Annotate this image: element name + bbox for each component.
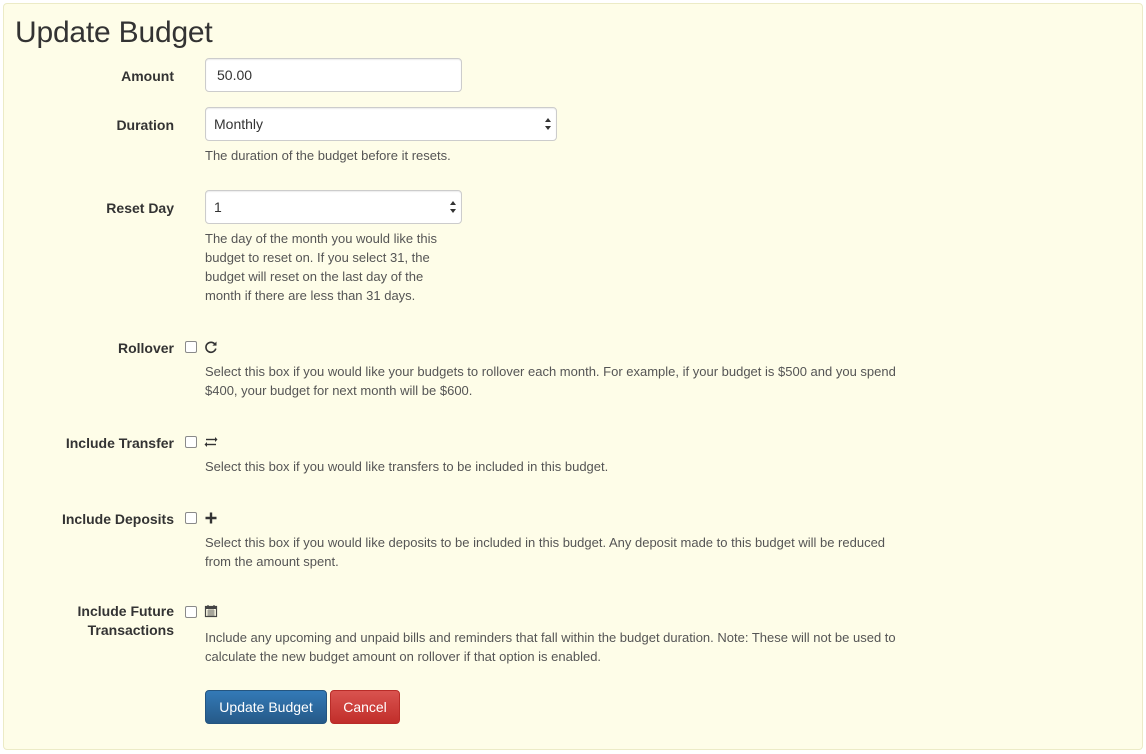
reset-day-help-line: budget will reset on the last day of the bbox=[205, 269, 424, 284]
include-deposits-help-line: from the amount spent. bbox=[205, 554, 339, 569]
amount-label: Amount bbox=[121, 68, 174, 84]
page-title: Update Budget bbox=[15, 16, 213, 49]
select-arrows-icon bbox=[544, 117, 552, 131]
reset-day-help-line: The day of the month you would like this bbox=[205, 231, 437, 246]
include-deposits-help bbox=[205, 533, 885, 571]
duration-help: The duration of the budget before it resets. bbox=[205, 148, 451, 163]
include-future-label bbox=[78, 602, 174, 640]
reset-day-help bbox=[205, 229, 437, 305]
reset-day-label: Reset Day bbox=[106, 200, 174, 216]
include-transfer-checkbox[interactable] bbox=[185, 436, 197, 448]
include-transfer-label: Include Transfer bbox=[65, 435, 174, 451]
duration-label: Duration bbox=[116, 117, 174, 133]
include-future-help-line: calculate the new budget amount on rollover if that option is enabled. bbox=[205, 649, 602, 664]
include-future-checkbox[interactable] bbox=[185, 606, 197, 618]
rollover-label: Rollover bbox=[117, 340, 174, 356]
rollover-help-line: $400, your budget for next month will be $600. bbox=[205, 383, 473, 398]
include-deposits-checkbox[interactable] bbox=[185, 512, 197, 524]
calendar-icon bbox=[204, 604, 218, 618]
rollover-checkbox[interactable] bbox=[185, 341, 197, 353]
update-budget-panel bbox=[3, 3, 1143, 750]
transfer-icon bbox=[204, 435, 218, 449]
include-future-label-line: Include Future bbox=[77, 603, 174, 619]
duration-selected-value: Monthly bbox=[214, 116, 264, 132]
duration-select[interactable] bbox=[205, 107, 557, 141]
include-future-help-line: Include any upcoming and unpaid bills and reminders that fall within the budget duration. Note: These will not be used to bbox=[205, 630, 896, 645]
plus-icon bbox=[204, 511, 218, 525]
update-budget-button[interactable]: Update Budget bbox=[205, 690, 327, 724]
reset-day-select[interactable] bbox=[205, 190, 462, 224]
reset-day-selected-value: 1 bbox=[214, 199, 222, 215]
include-future-help bbox=[205, 628, 896, 666]
cancel-button[interactable]: Cancel bbox=[330, 690, 400, 724]
refresh-icon bbox=[204, 340, 218, 354]
reset-day-help-line: budget to reset on. If you select 31, the bbox=[205, 250, 430, 265]
include-deposits-help-line: Select this box if you would like deposits to be included in this budget. Any deposit made to this budget will be reduced bbox=[205, 535, 886, 550]
amount-input[interactable] bbox=[205, 58, 462, 92]
rollover-help bbox=[205, 362, 896, 400]
select-arrows-icon bbox=[449, 200, 457, 214]
include-deposits-label: Include Deposits bbox=[61, 511, 174, 527]
include-future-label-line: Transactions bbox=[87, 622, 174, 638]
rollover-help-line: Select this box if you would like your budgets to rollover each month. For example, if your budget is $500 and you spend bbox=[205, 364, 896, 379]
reset-day-help-line: month if there are less than 31 days. bbox=[205, 288, 416, 303]
include-transfer-help: Select this box if you would like transfers to be included in this budget. bbox=[205, 459, 609, 474]
